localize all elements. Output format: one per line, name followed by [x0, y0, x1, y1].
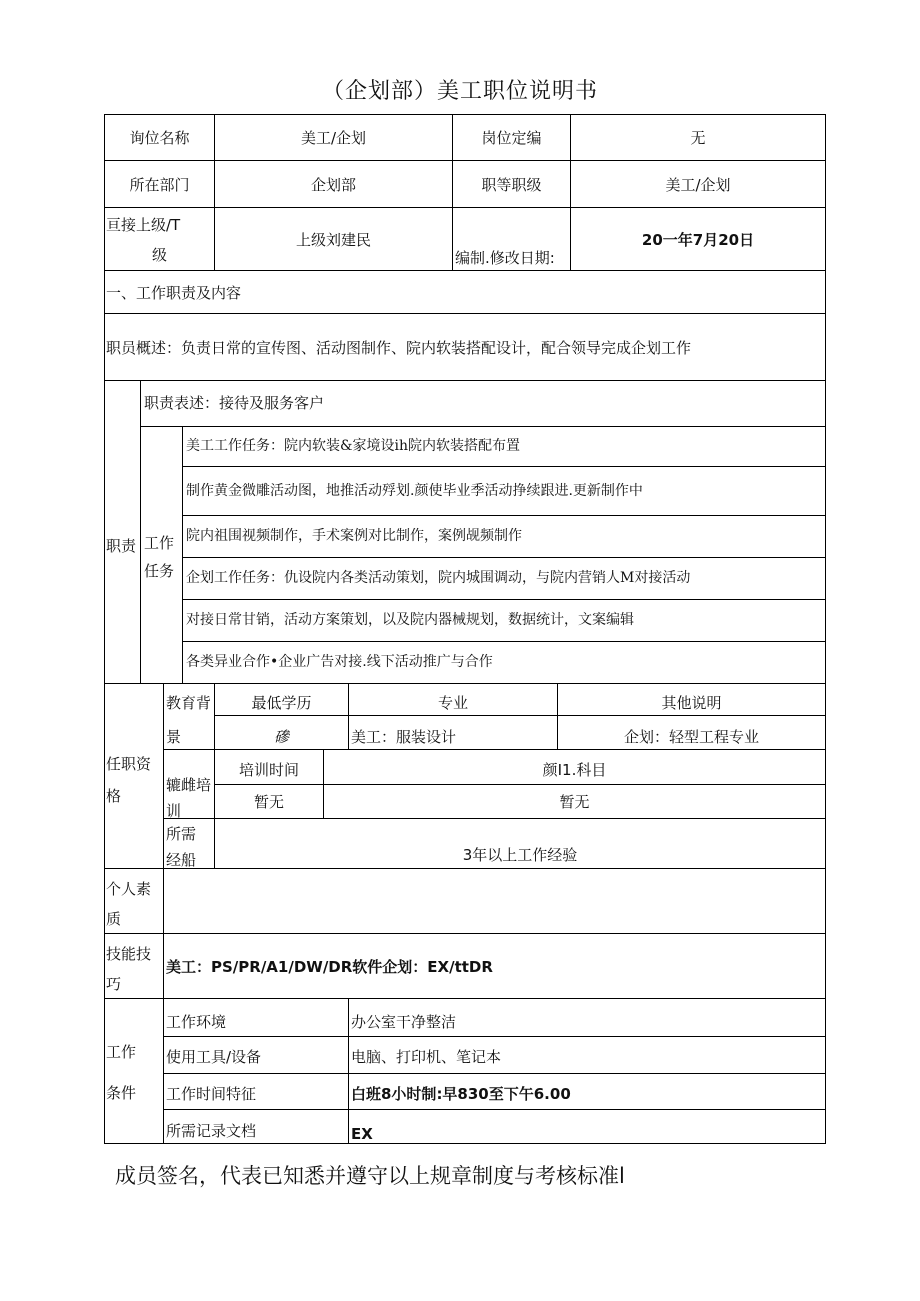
conditions-label-2: 条件 [106, 1084, 137, 1102]
skills-label: 技能技 [106, 945, 152, 963]
task-label-2: 任务 [144, 562, 175, 580]
qualification-label-2: 格 [106, 787, 122, 805]
page-title: （企划部）美工职位说明书 [321, 79, 598, 104]
condition-row-label: 使用工具/设备 [166, 1048, 262, 1066]
grade-value: 美工/企划 [665, 176, 731, 194]
grade-label: 职等职级 [481, 176, 542, 194]
edit-date-value: 20一年7月20日 [641, 231, 755, 249]
education-label: 教育背 [166, 694, 212, 712]
position-name-value: 美工/企划 [300, 129, 367, 147]
supervisor-label-2: 级 [152, 246, 168, 264]
personal-quality-label-2: 质 [106, 910, 122, 928]
skills-value: 美工：PS/PR/A1/DW/DR软件企划：EX/ttDR [166, 958, 493, 976]
training-value-time: 暂无 [253, 793, 284, 811]
training-value-subject: 暂无 [559, 793, 590, 811]
experience-label-2: 经船 [166, 851, 197, 869]
condition-row-value: 白班8小时制:早830至下午6.00 [351, 1085, 571, 1103]
condition-row-value: 办公室干净整洁 [351, 1013, 457, 1031]
experience-label: 所需 [166, 825, 197, 843]
task-item: 院内祖围视频制作，手术案例对比制作，案例觇频制作 [186, 528, 522, 544]
task-item: 各类异业合作•企业广告对接.线下活动推广与合作 [186, 654, 493, 670]
signature-statement: 成员签名，代表已知悉并遵守以上规章制度与考核标准l [115, 1164, 625, 1188]
conditions-label: 工作 [106, 1043, 137, 1061]
department-value: 企划部 [310, 176, 356, 194]
education-label-2: 景 [166, 728, 182, 746]
supervisor-value: 上级刘建民 [295, 231, 371, 249]
condition-row-value: EX [351, 1125, 373, 1143]
experience-value: 3年以上工作经验 [462, 846, 578, 864]
department-label: 所在部门 [129, 176, 190, 194]
headcount-label: 岗位定编 [481, 129, 542, 147]
task-item: 对接日常甘销，活动方案策划，以及院内器械规划，数据统计，文案编辑 [186, 612, 634, 628]
task-item: 制作黄金微雕活动图，地推活动殍划.颜使毕业季活动挣续跟进.更新制作中 [186, 483, 643, 499]
qualification-label: 任职资 [106, 755, 152, 773]
position-name-label: 询位名称 [129, 129, 190, 147]
edu-header-major: 专业 [437, 694, 468, 712]
task-label: 工作 [144, 534, 175, 552]
supervisor-label: 亘接上级/T [106, 216, 181, 234]
edit-date-label: 编制.修改日期: [455, 249, 555, 267]
condition-row-label: 工作环境 [166, 1013, 227, 1031]
headcount-value: 无 [690, 129, 706, 147]
training-header-time: 培训时间 [238, 761, 299, 779]
task-item: 美工工作任务：院内软装&家境设ih院内软装搭配布置 [186, 438, 520, 454]
section-heading: 一、工作职责及内容 [106, 284, 242, 302]
edu-value-degree: 磣 [273, 728, 289, 746]
edu-header-degree: 最低学历 [251, 694, 312, 712]
condition-row-value: 电脑、打印机、笔记本 [351, 1048, 502, 1066]
duty-label: 职责 [106, 537, 137, 555]
task-item: 企划工作任务：仇设院内各类活动策划，院内城围调动，与院内营销人M对接活动 [186, 570, 691, 586]
edu-value-major: 美工：服装设计 [351, 728, 457, 746]
training-label-2: 训 [166, 802, 182, 820]
edu-header-notes: 其他说明 [661, 694, 722, 712]
edu-value-notes: 企划：轻型工程专业 [623, 728, 759, 746]
duty-description: 职责表述：接待及服务客户 [144, 394, 325, 412]
condition-row-label: 所需记录文档 [166, 1122, 257, 1140]
training-label: 辘雌培 [166, 776, 212, 794]
job-overview: 职员概述：负责日常的宣传图、活动图制作、院内软装搭配设计，配合领导完成企划工作 [106, 339, 692, 357]
condition-row-label: 工作时间特征 [166, 1085, 257, 1103]
training-header-subject: 颜I1.科目 [542, 761, 607, 779]
skills-label-2: 巧 [106, 975, 122, 993]
personal-quality-label: 个人素 [106, 880, 152, 898]
